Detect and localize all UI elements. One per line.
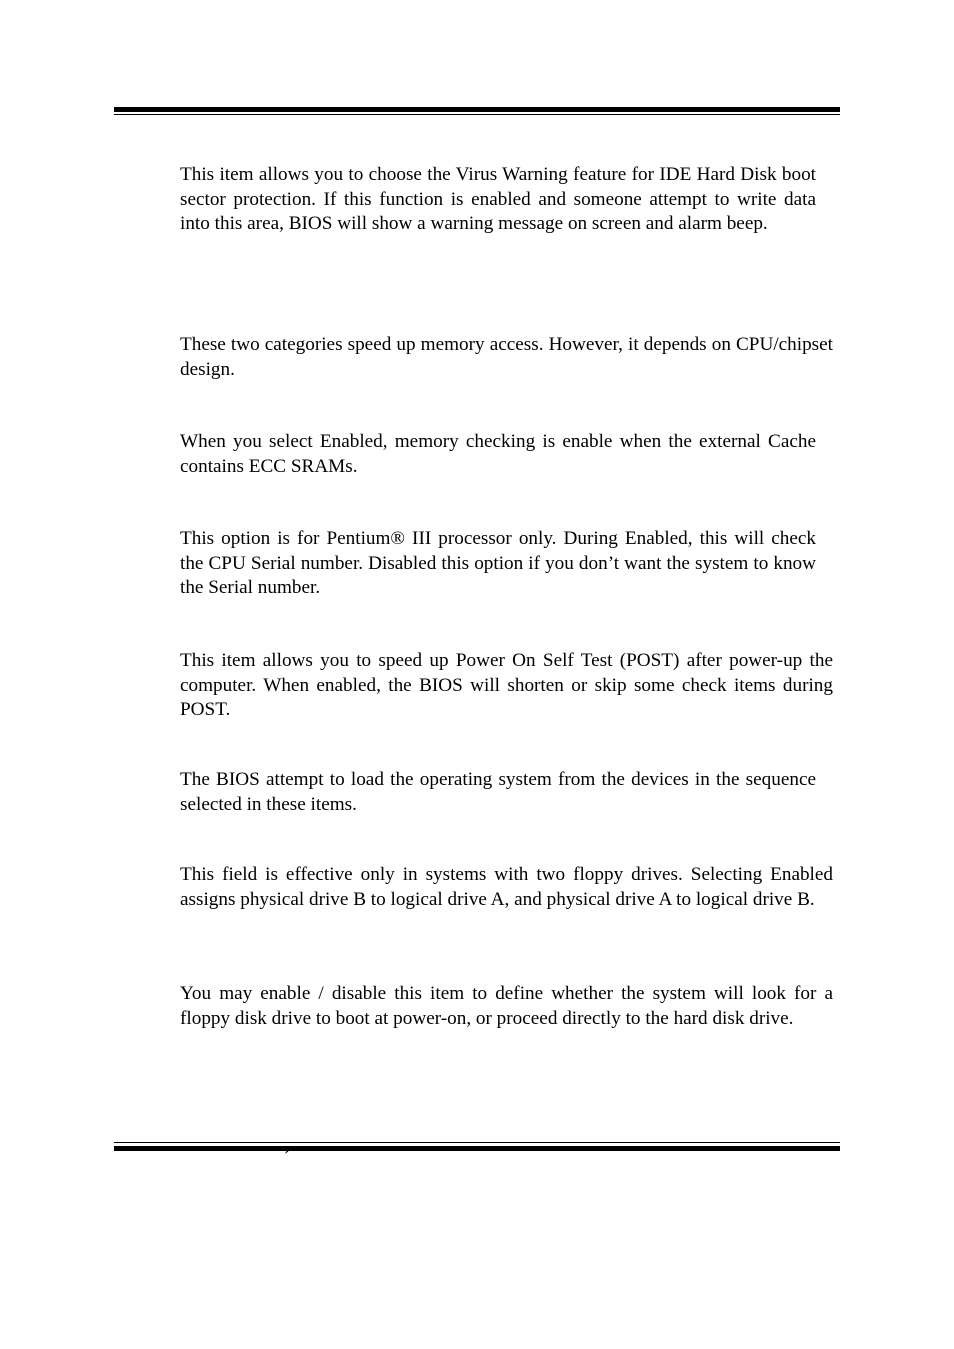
- boot-sequence-description: The BIOS attempt to load the operating system from the devices in the sequence selected in these items.: [180, 769, 816, 815]
- processor-serial-description: This option is for Pentium® III processor only. During Enabled, this will check the CPU Serial number. Disabled this option if you don’t want the system to know the Serial number.: [180, 528, 816, 598]
- header-rule-thick: [114, 107, 840, 112]
- virus-warning-description: This item allows you to choose the Virus Warning feature for IDE Hard Disk boot sector protection. If this function is enabled and someone attempt to write data into this area, BIOS will show a warning message on screen and alarm beep.: [180, 164, 816, 234]
- swap-floppy-description: This field is effective only in systems with two floppy drives. Selecting Enabled assigns physical drive B to logical drive A, and physical drive A to logical drive B.: [180, 864, 833, 910]
- footer-rule-thick: [114, 1146, 840, 1151]
- footer-rule-thin: [114, 1142, 840, 1143]
- header-rule-thin: [114, 114, 840, 115]
- boot-floppy-seek-description: You may enable / disable this item to define whether the system will look for a floppy disk drive to boot at power-on, or proceed directly to the hard disk drive.: [180, 983, 833, 1029]
- quick-post-description: This item allows you to speed up Power On Self Test (POST) after power-up the computer. When enabled, the BIOS will shorten or skip some check items during POST.: [180, 650, 833, 720]
- ecc-checking-description: When you select Enabled, memory checking is enable when the external Cache contains ECC SRAMs.: [180, 431, 816, 477]
- footer-mark: ´: [284, 1149, 290, 1166]
- cache-description: These two categories speed up memory access. However, it depends on CPU/chipset design.: [180, 334, 833, 380]
